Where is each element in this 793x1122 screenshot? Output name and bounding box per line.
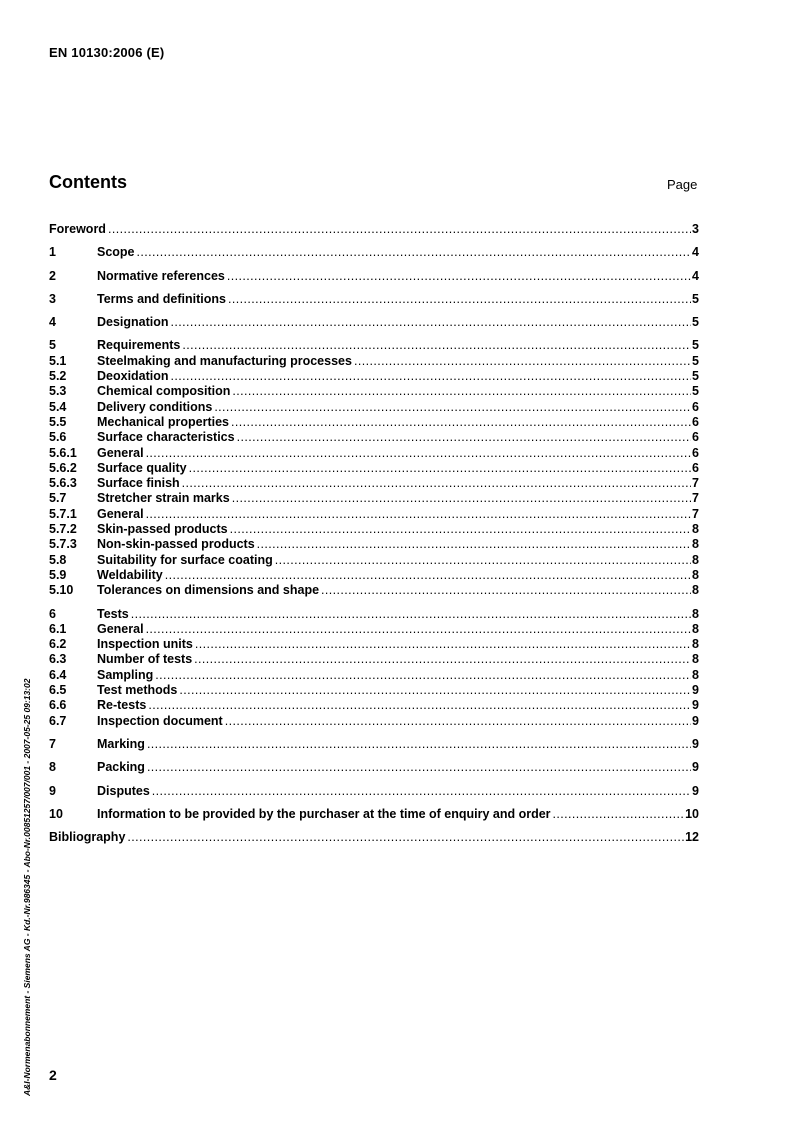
toc-entry-page: 9 (692, 698, 699, 713)
dot-leader (152, 784, 691, 799)
toc-entry[interactable] (49, 491, 699, 506)
toc-entry-page: 3 (692, 222, 699, 236)
dot-leader (165, 568, 691, 583)
toc-entry-page: 9 (692, 713, 699, 728)
toc-entry[interactable] (49, 737, 699, 752)
toc-entry-number: 5.7.2 (49, 522, 77, 537)
toc-entry-title: Chemical composition (97, 384, 231, 399)
toc-entry-title: Disputes (97, 783, 150, 798)
toc-entry-page: 7 (692, 491, 699, 506)
toc-entry[interactable] (49, 784, 699, 799)
toc-entry-number: 5.1 (49, 353, 67, 368)
toc-entry-number: 2 (49, 268, 56, 283)
toc-entry-title: Non-skin-passed products (97, 537, 255, 552)
toc-entry[interactable] (49, 583, 699, 598)
toc-entry-number: 5.6.3 (49, 476, 77, 491)
toc-entry[interactable] (49, 637, 699, 652)
toc-entry[interactable] (49, 415, 699, 430)
toc-entry[interactable] (49, 607, 699, 622)
toc-entry[interactable] (49, 384, 699, 399)
toc-entry-title: Steelmaking and manufacturing processes (97, 353, 352, 368)
dot-leader (195, 637, 691, 652)
toc-entry-number: 6.5 (49, 683, 67, 698)
dot-leader (214, 400, 691, 415)
toc-entry-number: 4 (49, 315, 56, 330)
toc-entry-page: 5 (692, 353, 699, 368)
toc-entry-title: Requirements (97, 338, 181, 353)
toc-entry-title: Skin-passed products (97, 522, 228, 537)
toc-entry-number: 3 (49, 291, 56, 306)
dot-leader (354, 354, 691, 369)
toc-entry[interactable] (49, 338, 699, 353)
toc-entry-page: 6 (692, 460, 699, 475)
dot-leader (179, 683, 691, 698)
dot-leader (148, 698, 691, 713)
toc-entry[interactable] (49, 354, 699, 369)
toc-entry-page: 8 (692, 606, 699, 621)
toc-entry[interactable] (49, 269, 699, 284)
toc-entry-number: 6.7 (49, 713, 67, 728)
toc-entry-title: Number of tests (97, 652, 193, 667)
toc-entry-page: 8 (692, 567, 699, 582)
dot-leader (228, 292, 691, 307)
toc-entry-number: 9 (49, 783, 56, 798)
toc-entry[interactable] (49, 245, 699, 260)
toc-entry[interactable] (49, 476, 699, 491)
dot-leader (257, 537, 691, 552)
toc-entry-page: 9 (692, 683, 699, 698)
dot-leader (231, 415, 691, 430)
toc-entry-number: 1 (49, 245, 56, 260)
toc-entry-page: 4 (692, 245, 699, 260)
toc-entry[interactable] (49, 430, 699, 445)
toc-entry[interactable] (49, 446, 699, 461)
toc-entry-title: Mechanical properties (97, 414, 229, 429)
toc-entry-page: 6 (692, 430, 699, 445)
toc-entry-title: Information to be provided by the purchaser at the time of enquiry and order (97, 806, 551, 821)
toc-entry[interactable] (49, 760, 699, 775)
toc-entry-page: 9 (692, 760, 699, 775)
toc-entry-title: Re-tests (97, 698, 147, 713)
toc-entry-page: 8 (692, 583, 699, 598)
toc-entry-title: Sampling (97, 667, 154, 682)
dot-leader (171, 315, 692, 330)
toc-entry[interactable] (49, 507, 699, 522)
toc-entry-number: 8 (49, 760, 56, 775)
toc-entry-title: Packing (97, 760, 145, 775)
toc-entry-page: 5 (692, 315, 699, 330)
toc-entry-title: Designation (97, 315, 169, 330)
toc-entry-number: 5.4 (49, 399, 67, 414)
toc-entry[interactable] (49, 683, 699, 698)
toc-entry-title: Surface quality (97, 460, 187, 475)
toc-entry-title: Inspection units (97, 637, 193, 652)
toc-entry[interactable] (49, 668, 699, 683)
toc-entry-page: 12 (685, 830, 699, 845)
toc-entry[interactable] (49, 292, 699, 307)
toc-entry-number: 5.10 (49, 583, 74, 598)
toc-entry-title: Foreword (49, 222, 106, 236)
dot-leader (225, 714, 691, 729)
toc-entry-number: 6.1 (49, 621, 67, 636)
toc-entry-page: 8 (692, 637, 699, 652)
toc-entry-number: 6.2 (49, 637, 67, 652)
page-number: 2 (49, 1067, 57, 1083)
toc-entry-page: 8 (692, 667, 699, 682)
toc-entry-page: 8 (692, 537, 699, 552)
toc-entry-number: 5.3 (49, 384, 67, 399)
toc-entry[interactable] (49, 553, 699, 568)
toc-entry-page: 6 (692, 445, 699, 460)
toc-entry-title: Surface finish (97, 476, 180, 491)
toc-entry-title: Weldability (97, 567, 163, 582)
toc-entry[interactable] (49, 522, 699, 537)
page-column-label: Page (667, 177, 698, 192)
toc-entry-title: Delivery conditions (97, 399, 213, 414)
toc-entry[interactable] (49, 537, 699, 552)
toc-entry-number: 5 (49, 338, 56, 353)
table-of-contents (49, 222, 699, 845)
dot-leader (147, 760, 691, 775)
toc-entry-title: Inspection document (97, 713, 223, 728)
toc-entry-page: 10 (685, 806, 699, 821)
toc-entry-page: 7 (692, 506, 699, 521)
toc-entry-title: Bibliography (49, 830, 126, 845)
toc-entry-title: Marking (97, 736, 145, 751)
toc-entry-page: 9 (692, 783, 699, 798)
dot-leader (194, 652, 691, 667)
dot-leader (189, 461, 691, 476)
toc-entry-title: Surface characteristics (97, 430, 235, 445)
toc-entry[interactable] (49, 461, 699, 476)
toc-entry-page: 7 (692, 476, 699, 491)
toc-entry-title: Terms and definitions (97, 291, 226, 306)
toc-entry-title: Scope (97, 245, 135, 260)
toc-entry-page: 8 (692, 552, 699, 567)
toc-entry-number: 5.6.2 (49, 460, 77, 475)
watermark-text: A&I-Normenabonnement - Siemens AG - Kd.-Nr.986345 - Abo-Nr.00851257/007/001 - 2007-05-25 09:13:02 (22, 678, 32, 1096)
toc-entry-number: 5.9 (49, 567, 67, 582)
toc-entry[interactable] (49, 400, 699, 415)
dot-leader (232, 491, 691, 506)
toc-entry-number: 6.4 (49, 667, 67, 682)
toc-entry-number: 7 (49, 736, 56, 751)
toc-entry[interactable] (49, 714, 699, 729)
dot-leader (237, 430, 691, 445)
contents-heading: Contents (49, 172, 127, 192)
toc-entry-title: General (97, 621, 144, 636)
toc-entry-page: 4 (692, 268, 699, 283)
toc-entry-page: 6 (692, 399, 699, 414)
dot-leader (137, 245, 692, 260)
dot-leader (146, 446, 691, 461)
toc-entry-number: 5.7.3 (49, 537, 77, 552)
toc-entry-title: Normative references (97, 268, 225, 283)
toc-entry-number: 5.7.1 (49, 506, 77, 521)
dot-leader (131, 607, 691, 622)
dot-leader (182, 476, 691, 491)
toc-entry-number: 5.6.1 (49, 445, 77, 460)
dot-leader (227, 269, 691, 284)
toc-entry-title: Deoxidation (97, 369, 169, 384)
toc-entry-number: 6.3 (49, 652, 67, 667)
dot-leader (171, 369, 692, 384)
toc-entry-page: 5 (692, 384, 699, 399)
toc-entry[interactable] (49, 222, 699, 237)
toc-entry-page: 6 (692, 414, 699, 429)
toc-entry-title: General (97, 445, 144, 460)
toc-entry-title: Tests (97, 606, 129, 621)
toc-entry-title: Test methods (97, 683, 178, 698)
dot-leader (155, 668, 691, 683)
dot-leader (275, 553, 691, 568)
dot-leader (553, 807, 685, 822)
dot-leader (182, 338, 691, 353)
toc-entry-page: 8 (692, 652, 699, 667)
toc-entry-title: General (97, 506, 144, 521)
dot-leader (147, 737, 691, 752)
toc-entry-page: 5 (692, 338, 699, 353)
dot-leader (321, 583, 691, 598)
toc-entry-page: 5 (692, 291, 699, 306)
toc-entry-number: 5.2 (49, 369, 67, 384)
dot-leader (232, 384, 691, 399)
toc-entry[interactable] (49, 622, 699, 637)
toc-entry-number: 5.5 (49, 414, 67, 429)
toc-entry-page: 8 (692, 522, 699, 537)
document-id: EN 10130:2006 (E) (49, 45, 165, 60)
toc-entry[interactable] (49, 830, 699, 845)
toc-entry-number: 5.8 (49, 552, 67, 567)
toc-entry[interactable] (49, 369, 699, 384)
toc-entry-title: Suitability for surface coating (97, 552, 273, 567)
toc-entry-number: 6 (49, 606, 56, 621)
toc-entry-page: 9 (692, 736, 699, 751)
dot-leader (108, 222, 691, 237)
toc-entry[interactable] (49, 698, 699, 713)
dot-leader (230, 522, 691, 537)
dot-leader (146, 507, 691, 522)
toc-entry-title: Tolerances on dimensions and shape (97, 583, 320, 598)
toc-entry-number: 6.6 (49, 698, 67, 713)
toc-entry[interactable] (49, 807, 699, 822)
toc-entry-number: 10 (49, 806, 63, 821)
toc-entry[interactable] (49, 315, 699, 330)
dot-leader (146, 622, 691, 637)
toc-entry-page: 5 (692, 369, 699, 384)
toc-entry-number: 5.6 (49, 430, 67, 445)
toc-entry-page: 8 (692, 621, 699, 636)
dot-leader (127, 830, 684, 845)
toc-entry[interactable] (49, 652, 699, 667)
toc-entry-title: Stretcher strain marks (97, 491, 230, 506)
toc-entry-number: 5.7 (49, 491, 67, 506)
toc-entry[interactable] (49, 568, 699, 583)
